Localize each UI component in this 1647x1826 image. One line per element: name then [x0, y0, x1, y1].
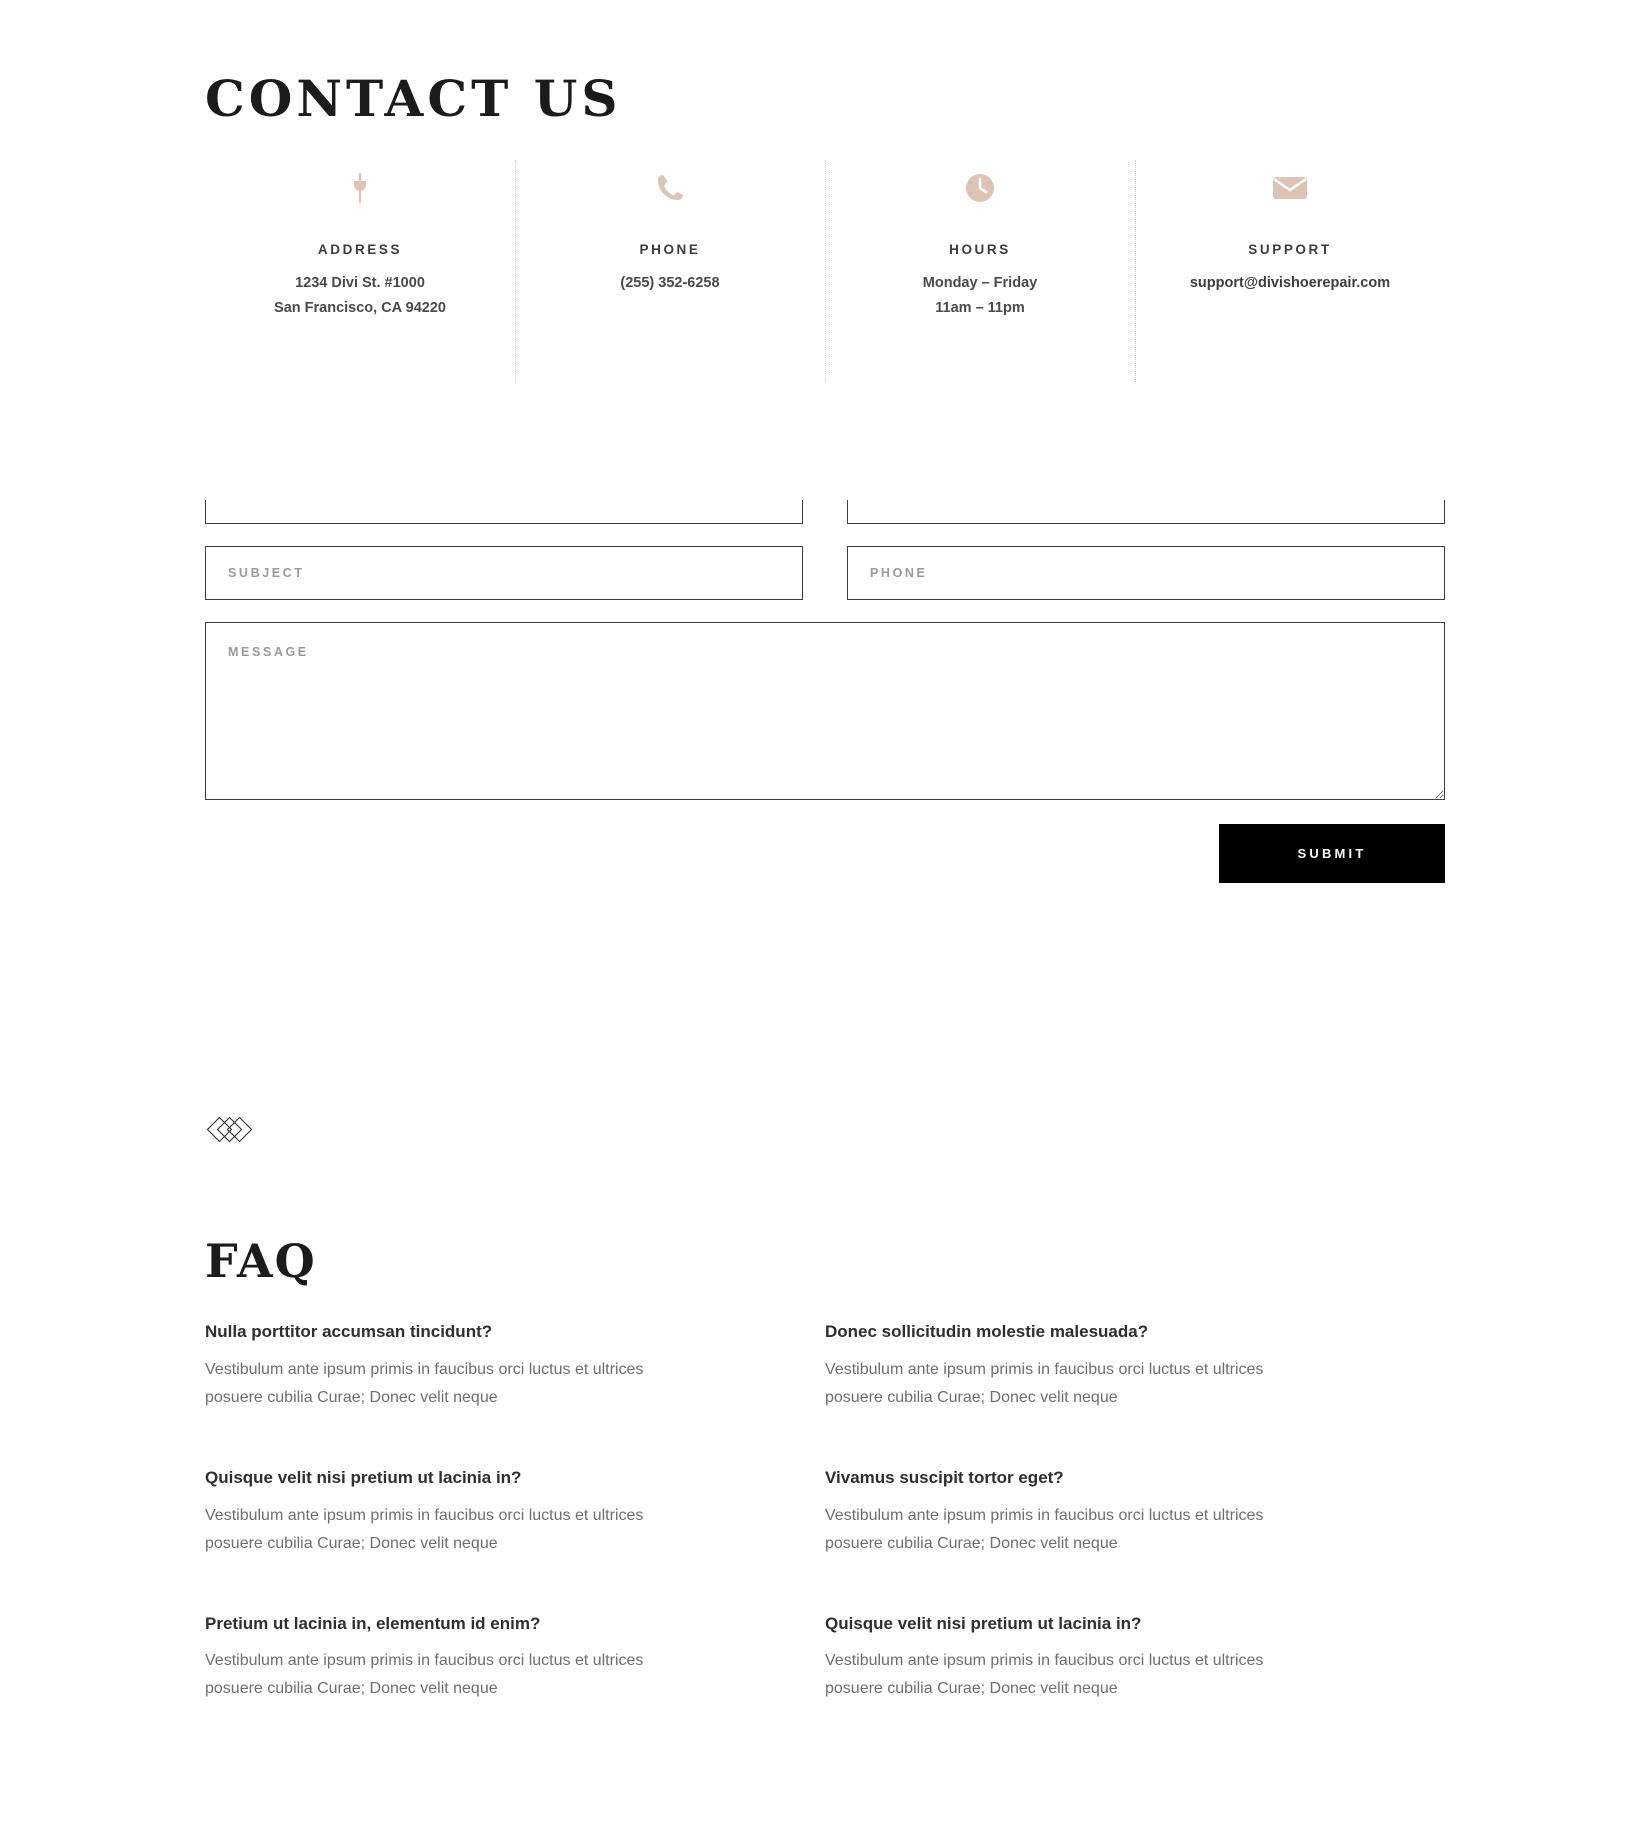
faq-question: Quisque velit nisi pretium ut lacinia in? — [205, 1467, 522, 1487]
phone-field-wrap — [847, 546, 1445, 600]
phone-input[interactable] — [847, 546, 1445, 600]
faq-answer: Vestibulum ante ipsum primis in faucibus orci luctus et ultrices posuere cubilia Curae; Donec velit neque — [205, 1652, 644, 1698]
diamond-divider-icon — [205, 1115, 267, 1154]
message-textarea[interactable] — [205, 622, 1445, 800]
contact-info-support — [1135, 160, 1445, 382]
faq-question: Nulla porttitor accumsan tincidunt? — [205, 1322, 493, 1341]
contact-info-value — [215, 271, 505, 322]
submit-button[interactable]: SUBMIT — [1219, 824, 1445, 883]
faq-list — [205, 1320, 1445, 1757]
page-title: CONTACT US — [205, 68, 622, 128]
contact-info-label: PHONE — [639, 242, 701, 257]
map-pin-icon — [215, 160, 505, 216]
message-field-wrap — [205, 622, 1445, 800]
name-input[interactable] — [205, 500, 803, 524]
contact-info-hours — [825, 160, 1135, 382]
hours-line-2: 11am – 11pm — [935, 300, 1025, 317]
form-row-subject-phone — [205, 546, 1445, 600]
form-actions — [205, 824, 1445, 883]
support-email: support@divishoerepair.com — [1189, 275, 1391, 291]
faq-item — [825, 1320, 1445, 1412]
phone-number: (255) 352-6258 — [620, 275, 720, 291]
contact-info-row — [205, 160, 1445, 382]
phone-icon — [525, 160, 815, 216]
faq-answer: Vestibulum ante ipsum primis in faucibus orci luctus et ultrices posuere cubilia Curae; Donec velit neque — [825, 1652, 1264, 1698]
contact-info-address — [205, 160, 515, 382]
faq-answer: Vestibulum ante ipsum primis in faucibus orci luctus et ultrices posuere cubilia Curae; Donec velit neque — [205, 1360, 644, 1406]
contact-info-label: ADDRESS — [317, 242, 403, 257]
faq-question: Donec sollicitudin molestie malesuada? — [825, 1322, 1149, 1341]
hours-line-1: Monday – Friday — [922, 275, 1038, 291]
subject-field-wrap — [205, 546, 803, 600]
contact-info-label: SUPPORT — [1248, 242, 1332, 257]
faq-item — [205, 1466, 825, 1558]
faq-answer: Vestibulum ante ipsum primis in faucibus orci luctus et ultrices posuere cubilia Curae; Donec velit neque — [205, 1506, 644, 1552]
form-row-name-email — [205, 500, 1445, 524]
faq-answer: Vestibulum ante ipsum primis in faucibus orci luctus et ultrices posuere cubilia Curae; Donec velit neque — [825, 1360, 1264, 1406]
contact-info-value — [525, 271, 815, 296]
faq-question: Quisque velit nisi pretium ut lacinia in? — [825, 1613, 1142, 1633]
faq-title: FAQ — [205, 1234, 317, 1289]
subject-input[interactable] — [205, 546, 803, 600]
faq-answer: Vestibulum ante ipsum primis in faucibus orci luctus et ultrices posuere cubilia Curae; Donec velit neque — [825, 1506, 1264, 1552]
address-line-1: 1234 Divi St. #1000 — [295, 275, 425, 291]
contact-info-label: HOURS — [949, 242, 1011, 257]
email-input[interactable] — [847, 500, 1445, 524]
faq-question: Vivamus suscipit tortor eget? — [825, 1467, 1064, 1487]
envelope-icon — [1145, 160, 1435, 216]
faq-question: Pretium ut lacinia in, elementum id enim? — [205, 1613, 541, 1633]
contact-info-phone — [515, 160, 825, 382]
form-row-message — [205, 622, 1445, 800]
contact-info-value — [835, 271, 1125, 322]
clock-icon — [835, 160, 1125, 216]
contact-info-value — [1145, 271, 1435, 296]
faq-item — [205, 1320, 825, 1412]
faq-item — [825, 1466, 1445, 1558]
contact-form — [205, 500, 1445, 883]
faq-item — [205, 1612, 825, 1704]
faq-item — [825, 1612, 1445, 1704]
address-line-2: San Francisco, CA 94220 — [274, 300, 446, 317]
